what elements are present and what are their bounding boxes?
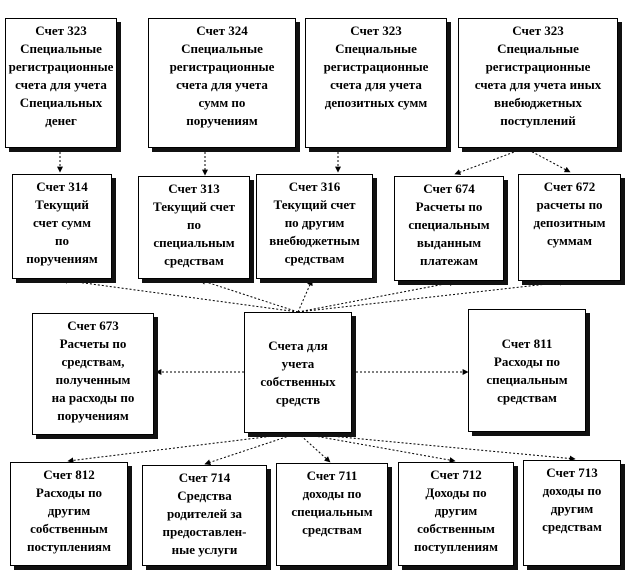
- node-top3-label: Счет 323 Специальные регистрационные счета для учета депозитных сумм: [323, 23, 429, 110]
- edge-center-713: [298, 433, 575, 459]
- node-672: [518, 174, 621, 281]
- node-714-label: Счет 714 Средства родителей за предоставлен- ные услуги: [162, 470, 247, 557]
- node-674: [394, 176, 504, 281]
- node-top4-label: Счет 323 Специальные регистрационные счета для учета иных внебюджетных поступлений: [474, 23, 602, 128]
- node-314: [12, 174, 112, 279]
- edge-center-672: [298, 282, 565, 312]
- node-673: [32, 313, 154, 435]
- node-713: [523, 460, 621, 566]
- node-top2-label: Счет 324 Специальные регистрационные счета для учета сумм по поручениям: [169, 23, 275, 128]
- edge-center-316: [298, 280, 312, 312]
- node-811-label: Счет 811 Расходы по специальным средствам: [486, 335, 568, 405]
- node-713-label: Счет 713 доходы по другим средствам: [542, 465, 602, 534]
- edge-center-714: [205, 433, 298, 464]
- edge-top4-674: [455, 148, 525, 174]
- node-314-label: Счет 314 Текущий счет сумм по поручениям: [26, 179, 98, 266]
- node-top4: [458, 18, 618, 148]
- node-316: [256, 174, 373, 279]
- node-811: [468, 309, 586, 432]
- node-711: [276, 463, 388, 566]
- node-top2: [148, 18, 296, 148]
- edge-center-812: [68, 433, 298, 461]
- node-top1: [5, 18, 117, 148]
- node-top3: [305, 18, 447, 148]
- node-313: [138, 176, 250, 279]
- node-673-label: Счет 673 Расчеты по средствам, полученным на расходы по поручениям: [51, 318, 135, 423]
- node-812: [10, 462, 128, 566]
- node-center-label: Счета для учета собственных средств: [260, 337, 336, 407]
- node-712: [398, 462, 514, 566]
- node-711-label: Счет 711 доходы по специальным средствам: [291, 468, 373, 537]
- node-812-label: Счет 812 Расходы по другим собственным поступлениям: [27, 467, 111, 554]
- edge-center-711: [298, 433, 330, 462]
- node-top1-label: Счет 323 Специальные регистрационные счета для учета Специальных денег: [8, 23, 114, 128]
- edge-center-712: [298, 433, 455, 461]
- node-674-label: Счет 674 Расчеты по специальным выданным платежам: [408, 181, 490, 268]
- edge-center-313: [200, 280, 298, 312]
- edge-top4-672: [525, 148, 570, 172]
- node-714: [142, 465, 267, 566]
- edge-center-314: [62, 280, 298, 312]
- node-712-label: Счет 712 Доходы по другим собственным поступлениям: [414, 467, 498, 554]
- edge-center-674: [298, 282, 455, 312]
- node-center: [244, 312, 352, 433]
- node-672-label: Счет 672 расчеты по депозитным суммам: [533, 179, 606, 248]
- node-316-label: Счет 316 Текущий счет по другим внебюджетным средствам: [269, 179, 360, 266]
- node-313-label: Счет 313 Текущий счет по специальным средствам: [153, 181, 235, 268]
